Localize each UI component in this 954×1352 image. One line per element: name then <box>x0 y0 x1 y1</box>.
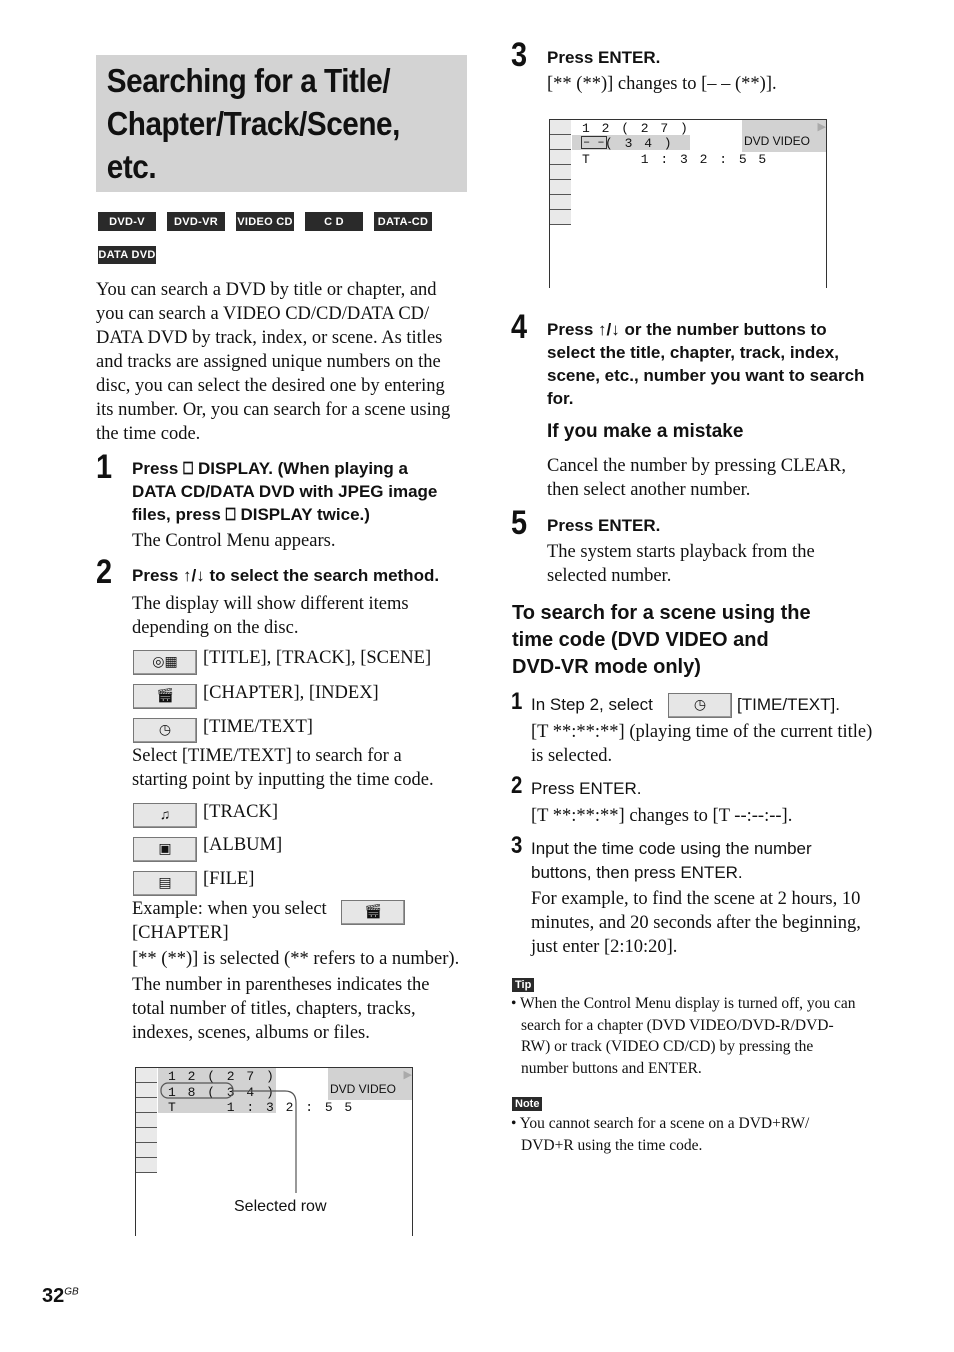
step-2-title: Press ↑/↓ to select the search method. <box>132 566 440 585</box>
step-4-number: 4 <box>511 308 528 346</box>
note-label: Note <box>512 1097 542 1111</box>
step-1-number: 1 <box>96 448 113 486</box>
note-text: • You cannot search for a scene on a DVD+RW/ DVD+R using the time code. <box>511 1115 810 1154</box>
menu-icon-column <box>550 120 571 225</box>
time-note: Select [TIME/TEXT] to search for a starting point by inputting the time code. <box>132 746 434 790</box>
example-selected: [** (**)] is selected (** refers to a number). <box>132 949 460 969</box>
file-icon: ▤ <box>133 871 197 896</box>
item-title: [TITLE], [TRACK], [SCENE] <box>203 648 432 668</box>
album-icon: ▣ <box>133 837 197 862</box>
parentheses-note: The number in parentheses indicates the total number of titles, chapters, tracks, indexes, scenes, albums or files. <box>132 975 430 1043</box>
badge-data-dvd: DATA DVD <box>98 246 156 264</box>
step-2-text: The display will show different items depending on the disc. <box>132 594 409 638</box>
example-chapter: [CHAPTER] <box>132 923 229 943</box>
item-time-text: [TIME/TEXT] <box>203 717 313 737</box>
timecode-step-1-text: [T **:**:**] (playing time of the current title) is selected. <box>531 722 873 766</box>
item-file: [FILE] <box>203 869 255 889</box>
screen1-row-time: T 1 : 3 2 : 5 5 <box>168 1100 355 1115</box>
badge-dvd-vr: DVD-VR <box>167 212 225 231</box>
mistake-heading: If you make a mistake <box>547 421 744 442</box>
tip-label: Tip <box>512 978 534 992</box>
control-menu-screen-2 <box>549 119 827 288</box>
time-clock-icon-step: ◷ <box>668 693 732 718</box>
timecode-step-1-title-b: [TIME/TEXT]. <box>737 695 840 714</box>
page-number: $32^{GB}$ <box>42 1285 79 1307</box>
item-chapter: [CHAPTER], [INDEX] <box>203 683 379 703</box>
badge-video-cd: VIDEO CD <box>236 212 294 231</box>
step-3-text: [** (**)] changes to [– – (**)]. <box>547 74 777 94</box>
selected-row-label: Selected row <box>234 1198 327 1215</box>
timecode-step-3-number: 3 <box>511 832 523 859</box>
timecode-step-2-text: [T **:**:**] changes to [T --:--:--]. <box>531 806 793 826</box>
timecode-step-2-title: Press ENTER. <box>531 779 642 798</box>
item-track: [TRACK] <box>203 802 279 822</box>
screen2-dash-entry: – – <box>583 135 605 149</box>
chapter-clapper-icon: 🎬︎ <box>133 684 197 709</box>
time-clock-icon: ◷ <box>133 718 197 743</box>
timecode-step-3-title: Input the time code using the number buttons, then press ENTER. <box>531 839 812 882</box>
screen1-row-title: 1 2 ( 2 7 ) <box>168 1069 276 1084</box>
timecode-heading: To search for a scene using the time code (DVD VIDEO and DVD-VR mode only) <box>512 602 811 678</box>
step-5-title: Press ENTER. <box>547 516 661 535</box>
screen1-row-chapter: 1 8 ( 3 4 ) <box>168 1085 276 1100</box>
title-disc-icon: ◎▦ <box>133 650 197 675</box>
page-title-box <box>96 55 467 192</box>
step-5-text: The system starts playback from the selected number. <box>547 542 815 586</box>
screen2-row-chapter: ( 3 4 ) <box>605 136 674 151</box>
item-album: [ALBUM] <box>203 835 283 855</box>
timecode-step-1-title: In Step 2, select <box>531 695 653 714</box>
badge-cd: C D <box>305 212 363 231</box>
step-3-title: Press ENTER. <box>547 48 661 67</box>
chapter-clapper-icon-example: 🎬︎ <box>341 900 405 925</box>
timecode-step-1-number: 1 <box>511 688 523 715</box>
step-1-text: The Control Menu appears. <box>132 531 336 551</box>
step-1-title: Press ⎕ DISPLAY. (When playing a DATA CD/DATA DVD with JPEG image files, press ⎕ DISPLAY twice.) <box>132 459 438 524</box>
example-text: Example: when you select <box>132 899 327 919</box>
track-note-icon: ♫ <box>133 803 197 828</box>
step-5-number: 5 <box>511 504 528 542</box>
tip-text: • When the Control Menu display is turned off, you can search for a chapter (DVD VIDEO/DVD-R/DVD- RW) or track (VIDEO CD/CD) by pressing the number buttons and ENTER. <box>511 995 856 1077</box>
step-2-number: 2 <box>96 553 113 591</box>
screen2-row-title: 1 2 ( 2 7 ) <box>582 121 690 136</box>
screen2-dvd-video-label: ▶ DVD VIDEO <box>742 120 826 152</box>
step-4-title: Press ↑/↓ or the number buttons to select the title, chapter, track, index, scene, etc., number you want to search for. <box>547 320 865 408</box>
badge-data-cd: DATA-CD <box>374 212 432 231</box>
timecode-step-3-text: For example, to find the scene at 2 hours, 10 minutes, and 20 seconds after the beginning, just enter [2:10:20]. <box>531 889 861 957</box>
step-3-number: 3 <box>511 36 528 74</box>
screen1-dvd-video-label: ▶ DVD VIDEO <box>328 1068 412 1100</box>
timecode-step-2-number: 2 <box>511 772 523 799</box>
screen2-row-time: T 1 : 3 2 : 5 5 <box>582 152 769 167</box>
badge-dvd-v: DVD-V <box>98 212 156 231</box>
mistake-text: Cancel the number by pressing CLEAR, then select another number. <box>547 456 847 500</box>
page-title: Searching for a Title/ Chapter/Track/Scene, etc. <box>106 62 400 185</box>
intro-paragraph: You can search a DVD by title or chapter, and you can search a VIDEO CD/CD/DATA CD/ DATA DVD by track, index, or scene. As titles and tracks are assigned unique numbers on the disc, you can select the desired one by entering its number. Or, you can search for a scene using the time code. <box>96 280 451 444</box>
